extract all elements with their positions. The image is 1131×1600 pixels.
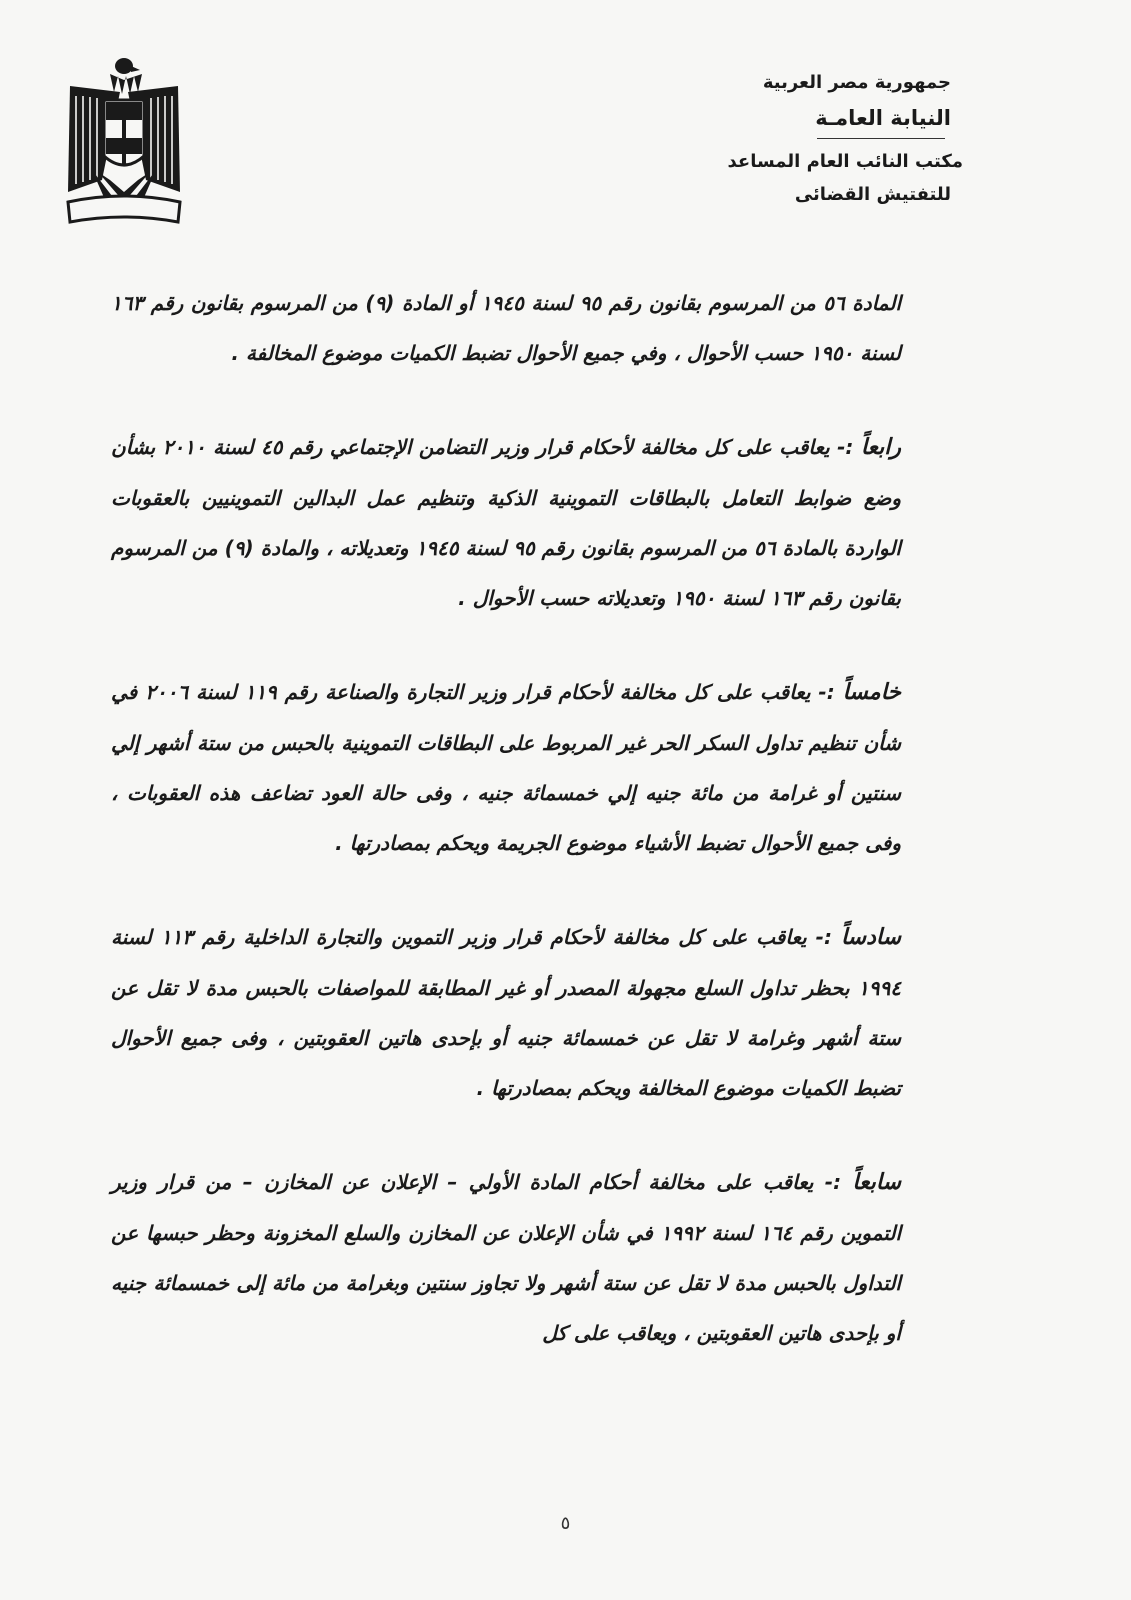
paragraph-text: :- يعاقب على كل مخالفة لأحكام قرار وزير التجارة والصناعة رقم ١١٩ لسنة ٢٠٠٦ في شأن تنظيم تداول السكر الحر غير المربوط على البطاقات التموينية بالحبس من ستة أشهر إلي سنتين أو غرامة من مائة جنيه إلي خمسمائة جنيه ، وفى حالة العود تضاعف هذه العقوبات ، وفى جميع الأحوال تضبط الأشياء موضوع الجريمة ويحكم بمصادرتها . (111, 680, 901, 855)
paragraph-lead: خامساً (842, 680, 901, 705)
paragraph-text: :- يعاقب على كل مخالفة لأحكام قرار وزير التموين والتجارة الداخلية رقم ١١٣ لسنة ١٩٩٤ بحظر تداول السلع مجهولة المصدر أو غير المطابقة للمواصفات بالحبس مدة لا تقل عن ستة أشهر وغرامة لا تقل عن خمسمائة جنيه أو بإحدى هاتين العقوبتين ، وفى جميع الأحوال تضبط الكميات موضوع المخالفة ويحكم بمصادرتها . (111, 925, 901, 1100)
paragraph (111, 422, 901, 623)
country-name: جمهورية مصر العربية (762, 72, 951, 93)
paragraph-text: المادة ٥٦ من المرسوم بقانون رقم ٩٥ لسنة ١٩٤٥ أو المادة (٩) من المرسوم بقانون رقم ١٦٣ لسنة ١٩٥٠ حسب الأحوال ، وفي جميع الأحوال تضبط الكميات موضوع المخالفة . (111, 291, 901, 365)
paragraph-lead: رابعاً (860, 435, 902, 460)
department-name: مكتب النائب العام المساعد (727, 150, 963, 172)
paragraph (111, 912, 901, 1113)
office-name: النيابة العامـة (815, 105, 951, 130)
paragraph-text: :- يعاقب على كل مخالفة لأحكام قرار وزير التضامن الإجتماعي رقم ٤٥ لسنة ٢٠١٠ بشأن وضع ضوابط التعامل بالبطاقات التموينية الذكية وتنظيم عمل البدالين التموينيين بالعقوبات الواردة بالمادة ٥٦ من المرسوم بقانون رقم ٩٥ لسنة ١٩٤٥ وتعديلاته ، والمادة (٩) من المرسوم بقانون رقم ١٦٣ لسنة ١٩٥٠ وتعديلاته حسب الأحوال . (111, 435, 901, 610)
eagle-emblem-icon (62, 52, 186, 230)
page-number: ٥ (560, 1513, 571, 1534)
paragraph (111, 278, 901, 378)
paragraph (111, 1157, 901, 1358)
paragraph-text: :- يعاقب على مخالفة أحكام المادة الأولي – الإعلان عن المخازن – من قرار وزير التموين رقم ١٦٤ لسنة ١٩٩٢ في شأن الإعلان عن المخازن والسلع المخزونة وحظر حبسها عن التداول بالحبس مدة لا تقل عن ستة أشهر ولا تجاوز سنتين وبغرامة من مائة إلى خمسمائة جنيه أو بإحدى هاتين العقوبتين ، ويعاقب على كل (111, 1170, 901, 1345)
letterhead (631, 72, 963, 206)
document-body (111, 278, 901, 1402)
paragraph-lead: سادساً (840, 925, 902, 950)
inspection-unit: للتفتيش القضائى (794, 184, 951, 206)
paragraph-lead: سابعاً (852, 1170, 901, 1195)
header-divider (817, 138, 945, 139)
paragraph (111, 667, 901, 868)
